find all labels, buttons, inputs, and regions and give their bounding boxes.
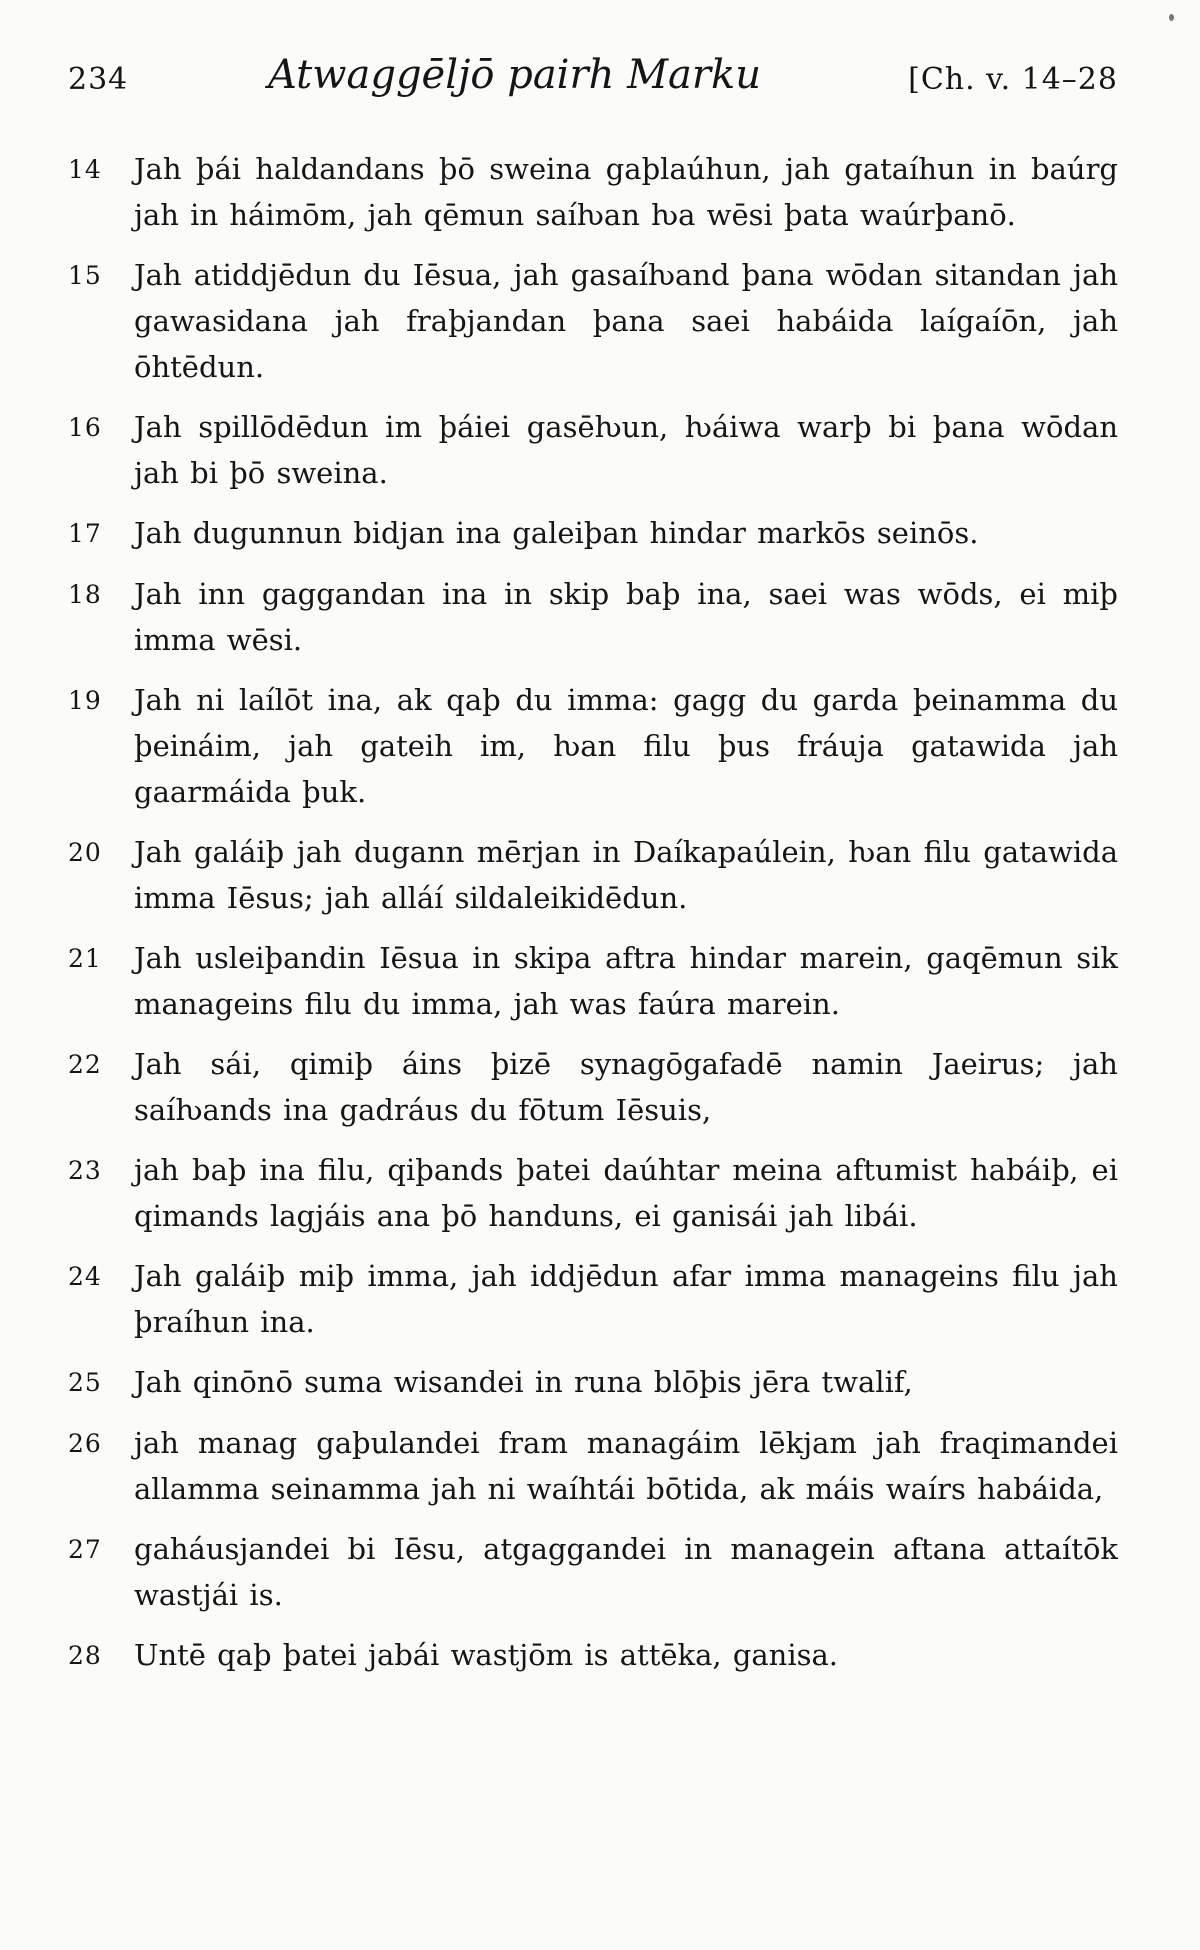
verse-number: 27 [68,1535,102,1564]
verse-text: Jah inn gaggandan ina in skip baþ ina, saei was wōds, ei miþ imma wēsi. [134,577,1118,657]
verse-text: jah baþ ina filu, qiþands þatei daúhtar meina aftumist habáiþ, ei qimands lagjáis ana þō handuns, ei ganisái jah libái. [134,1153,1118,1233]
verse-text: Jah qinōnō suma wisandei in runa blōþis jēra twalif, [134,1365,913,1399]
verse-number: 16 [68,413,102,442]
verse-number: 18 [68,580,102,609]
verse-text: Jah sái, qimiþ áins þizē synagōgafadē namin Jaeirus; jah saíƕands ina gadráus du fōtum Iēsuis, [134,1047,1118,1127]
verse-number: 20 [68,838,102,867]
verse [68,1359,1118,1406]
verse-number: 22 [68,1050,102,1079]
verse [68,1420,1118,1512]
verse-number: 24 [68,1262,102,1291]
verse-number: 14 [68,155,102,184]
verse-text: Untē qaþ þatei jabái wastjōm is attēka, ganisa. [134,1638,839,1672]
verse [68,829,1118,921]
verse [68,1041,1118,1133]
verse-number: 15 [68,261,102,290]
verse [68,677,1118,815]
verse [68,146,1118,238]
verse-text: Jah atiddjēdun du Iēsua, jah gasaíƕand þana wōdan sitandan jah gawasidana jah fraþjandan þana saei habáida laígaíōn, jah ōhtēdun. [134,258,1118,384]
verse [68,1147,1118,1239]
verse-text: Jah galáiþ miþ imma, jah iddjēdun afar imma manageins filu jah þraíhun ina. [134,1259,1118,1339]
verse-text: Jah ni laílōt ina, ak qaþ du imma: gagg du garda þeinamma du þeináim, jah gateih im, ƕan filu þus fráuja gatawida jah gaarmáida þuk. [134,683,1118,809]
verse-number: 26 [68,1429,102,1458]
chapter-reference: [Ch. v. 14–28 [908,62,1118,97]
verse [68,404,1118,496]
verse [68,571,1118,663]
verse-number: 17 [68,519,102,548]
verse-number: 23 [68,1156,102,1185]
page-header [68,52,1118,112]
page-number: 234 [68,62,129,97]
verse-text: Jah þái haldandans þō sweina gaþlaúhun, jah gataíhun in baúrg jah in háimōm, jah qēmun saíƕan ƕa wēsi þata waúrþanō. [134,152,1118,232]
verse-text: Jah usleiþandin Iēsua in skipa aftra hindar marein, gaqēmun sik manageins filu du imma, jah was faúra marein. [134,941,1118,1021]
verse-text: Jah dugunnun bidjan ina galeiþan hindar markōs seinōs. [134,516,979,550]
verse [68,935,1118,1027]
paper-mark [1169,14,1174,21]
verse-text: Jah galáiþ jah dugann mērjan in Daíkapaúlein, ƕan filu gatawida imma Iēsus; jah alláí sildaleikidēdun. [134,835,1118,915]
verse [68,252,1118,390]
running-title: Atwaggēljō pairh Marku [268,52,761,98]
verse [68,510,1118,557]
verse [68,1526,1118,1618]
verse-number: 25 [68,1368,102,1397]
verse-text: gaháusjandei bi Iēsu, atgaggandei in managein aftana attaítōk wastjái is. [134,1532,1118,1612]
verse-number: 19 [68,686,102,715]
book-page [68,52,1118,1693]
verse-number: 28 [68,1641,102,1670]
verse-number: 21 [68,944,102,973]
verse [68,1253,1118,1345]
verse-text: jah manag gaþulandei fram managáim lēkjam jah fraqimandei allamma seinamma jah ni waíhtái bōtida, ak máis waírs habáida, [134,1426,1118,1506]
verse-list [68,146,1118,1679]
verse-text: Jah spillōdēdun im þáiei gasēƕun, ƕáiwa warþ bi þana wōdan jah bi þō sweina. [134,410,1118,490]
verse [68,1632,1118,1679]
